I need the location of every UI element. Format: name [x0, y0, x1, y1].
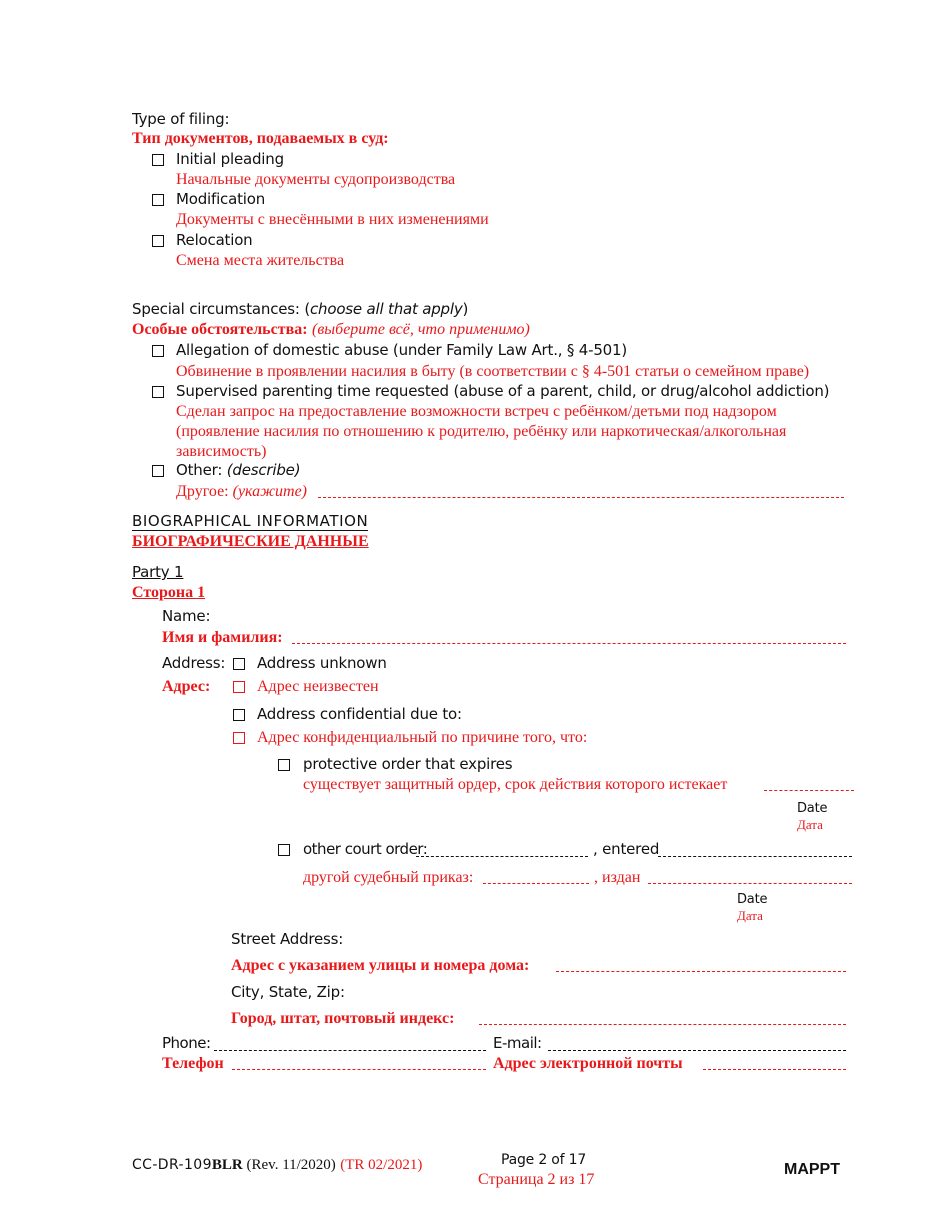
address-confidential-checkbox[interactable]: [233, 709, 245, 721]
form-code: CC-DR-109BLR (Rev. 11/2020) (TR 02/2021): [132, 1157, 423, 1173]
city-label-en: City, State, Zip:: [231, 983, 345, 1001]
domestic-abuse-label-en: Allegation of domestic abuse (under Family Law Art., § 4-501): [176, 341, 628, 359]
initial-pleading-label-en: Initial pleading: [176, 150, 284, 168]
supervised-parenting-checkbox[interactable]: [152, 386, 164, 398]
entered-label-ru: , издан: [594, 869, 641, 886]
bio-title-ru: БИОГРАФИЧЕСКИЕ ДАННЫЕ: [132, 533, 369, 550]
street-address-field[interactable]: [556, 971, 846, 972]
other-court-order-label-en: other court order:: [303, 840, 428, 858]
email-label-ru: Адрес электронной почты: [493, 1055, 683, 1072]
entered-date-field[interactable]: [658, 856, 852, 857]
initial-pleading-checkbox[interactable]: [152, 154, 164, 166]
protective-order-checkbox[interactable]: [278, 759, 290, 771]
modification-label-ru: Документы с внесёнными в них изменениями: [176, 211, 489, 228]
modification-label-en: Modification: [176, 190, 266, 208]
page-number-en: Page 2 of 17: [501, 1152, 587, 1168]
city-label-ru: Город, штат, почтовый индекс:: [231, 1010, 455, 1027]
brand-logo-text: MAPPT: [784, 1161, 840, 1178]
party-title-en: Party 1: [132, 563, 184, 581]
other-circumstance-field[interactable]: [318, 497, 844, 498]
protective-date-caption-en: Date: [797, 801, 828, 816]
other-court-order-checkbox[interactable]: [278, 844, 290, 856]
relocation-checkbox[interactable]: [152, 235, 164, 247]
phone-field-ru[interactable]: [232, 1069, 486, 1070]
protective-order-label-ru: существует защитный ордер, срок действия которого истекает: [303, 776, 728, 793]
other-circumstance-label-en: Other: (describe): [176, 461, 301, 479]
entered-date-caption-ru: Дата: [737, 908, 763, 923]
address-unknown-label-ru: Адрес неизвестен: [257, 678, 379, 695]
address-label-en: Address:: [162, 654, 226, 672]
address-confidential-checkbox-ru[interactable]: [233, 732, 245, 744]
relocation-label-en: Relocation: [176, 231, 253, 249]
street-label-ru: Адрес с указанием улицы и номера дома:: [231, 957, 530, 974]
initial-pleading-label-ru: Начальные документы судопроизводства: [176, 171, 456, 188]
page-number-ru: Страница 2 из 17: [478, 1171, 595, 1188]
email-field-ru[interactable]: [703, 1069, 846, 1070]
other-circumstance-checkbox[interactable]: [152, 465, 164, 477]
street-label-en: Street Address:: [231, 930, 344, 948]
domestic-abuse-label-ru: Обвинение в проявлении насилия в быту (в соответствии с § 4-501 статьи о семейном праве): [176, 363, 810, 380]
supervised-parenting-label-ru-1: Сделан запрос на предоставление возможности встреч с ребёнком/детьми под надзором: [176, 403, 777, 420]
address-confidential-label-ru: Адрес конфиденциальный по причине того, что:: [257, 729, 588, 746]
entered-date-field-ru[interactable]: [648, 883, 852, 884]
bio-title-en: BIOGRAPHICAL INFORMATION: [132, 512, 369, 530]
supervised-parenting-label-en: Supervised parenting time requested (abuse of a parent, child, or drug/alcohol addiction): [176, 382, 830, 400]
phone-label-en: Phone:: [162, 1034, 211, 1052]
supervised-parenting-label-ru-2: (проявление насилия по отношению к родителю, ребёнку или наркотическая/алкогольная: [176, 423, 787, 440]
address-unknown-label-en: Address unknown: [257, 654, 387, 672]
other-circumstance-label-ru: Другое: (укажите): [176, 483, 307, 500]
supervised-parenting-label-ru-3: зависимость): [176, 443, 267, 460]
address-unknown-checkbox[interactable]: [233, 658, 245, 670]
name-label-ru: Имя и фамилия:: [162, 629, 283, 646]
filing-title-ru: Тип документов, подаваемых в суд:: [132, 130, 389, 147]
city-state-zip-field[interactable]: [479, 1024, 846, 1025]
special-title-ru: Особые обстоятельства: (выберите всё, что применимо): [132, 321, 530, 338]
email-field[interactable]: [548, 1050, 846, 1051]
phone-field[interactable]: [214, 1050, 486, 1051]
protective-order-label-en: protective order that expires: [303, 755, 513, 773]
modification-checkbox[interactable]: [152, 194, 164, 206]
protective-date-caption-ru: Дата: [797, 817, 823, 832]
address-label-ru: Адрес:: [162, 678, 211, 695]
entered-label-en: , entered: [593, 840, 660, 858]
name-field[interactable]: [292, 643, 846, 644]
filing-title-en: Type of filing:: [132, 110, 230, 128]
party-title-ru: Сторона 1: [132, 584, 206, 601]
other-court-order-field-ru[interactable]: [483, 883, 589, 884]
email-label-en: E-mail:: [493, 1034, 542, 1052]
phone-label-ru: Телефон: [162, 1055, 224, 1072]
special-title-en: Special circumstances: (choose all that apply): [132, 300, 469, 318]
protective-order-date-field[interactable]: [764, 790, 854, 791]
address-unknown-checkbox-ru[interactable]: [233, 681, 245, 693]
other-court-order-label-ru: другой судебный приказ:: [303, 869, 474, 886]
entered-date-caption-en: Date: [737, 892, 768, 907]
domestic-abuse-checkbox[interactable]: [152, 345, 164, 357]
name-label-en: Name:: [162, 607, 211, 625]
relocation-label-ru: Смена места жительства: [176, 252, 345, 269]
address-confidential-label-en: Address confidential due to:: [257, 705, 462, 723]
other-court-order-field[interactable]: [416, 856, 588, 857]
